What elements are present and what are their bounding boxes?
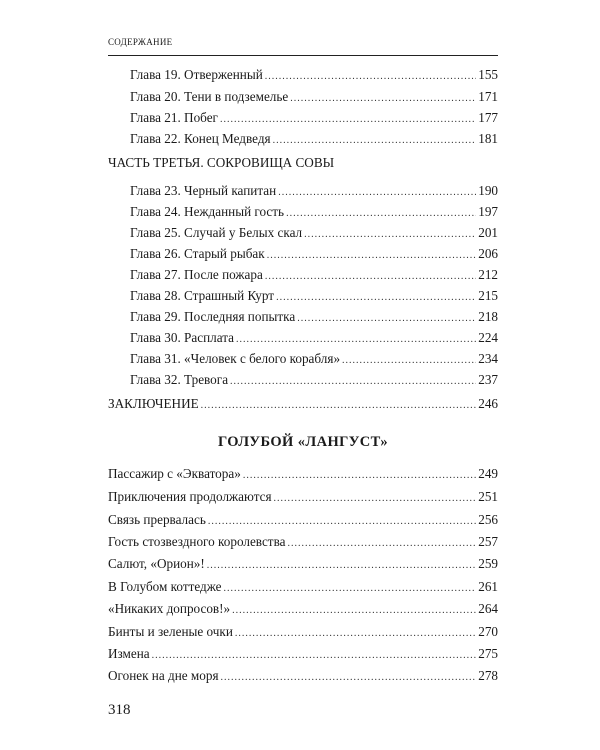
toc-entry — [130, 183, 498, 201]
toc-entry — [108, 489, 498, 507]
toc-entry — [130, 110, 498, 128]
toc-dot-leader — [243, 468, 476, 484]
toc-entry — [108, 579, 498, 597]
toc-entry-title: Связь прервалась — [108, 512, 206, 527]
toc-dot-leader — [224, 581, 477, 597]
toc-entry-title: Измена — [108, 646, 150, 661]
toc-entry-title: Глава 24. Нежданный гость — [130, 204, 285, 219]
toc-dot-leader — [208, 514, 476, 530]
toc-dot-leader — [278, 185, 476, 201]
toc-entry-title: Глава 20. Тени в подземелье — [130, 89, 289, 104]
toc-entry-title: Бинты и зеленые очки — [108, 624, 233, 639]
toc-entry-title: Глава 22. Конец Медведя — [130, 131, 271, 146]
toc-entry-title: Глава 29. Последняя попытка — [130, 309, 296, 324]
toc-entry-page: 212 — [478, 267, 498, 282]
toc-dot-leader — [265, 269, 476, 285]
toc-dot-leader — [267, 248, 477, 264]
toc-entry-page: 171 — [478, 89, 498, 104]
toc-entry — [108, 556, 498, 574]
toc-conclusion — [108, 396, 498, 414]
toc-entry-title: Глава 21. Побег — [130, 110, 218, 125]
toc-dot-leader — [232, 603, 476, 619]
toc-entry — [130, 67, 498, 85]
book-title: ГОЛУБОЙ «ЛАНГУСТ» — [217, 434, 389, 450]
toc-entry — [108, 646, 498, 664]
toc-entry-title: Глава 28. Страшный Курт — [130, 288, 275, 303]
toc-entry-page: 278 — [478, 668, 498, 683]
toc-entry-page: 257 — [478, 534, 498, 549]
toc-dot-leader — [207, 558, 476, 574]
toc-dot-leader — [274, 491, 477, 507]
toc-entry — [130, 225, 498, 243]
toc-dot-leader — [287, 536, 476, 552]
toc-entry — [130, 351, 498, 369]
toc-entry-page: 237 — [478, 372, 498, 387]
toc-entry — [108, 601, 498, 619]
toc-entry — [130, 267, 498, 285]
toc-entry-title: Глава 27. После пожара — [130, 267, 263, 282]
toc-entry-title: Глава 32. Тревога — [130, 372, 229, 387]
toc-dot-leader — [304, 227, 476, 243]
toc-entry — [130, 131, 498, 149]
part-three-heading: ЧАСТЬ ТРЕТЬЯ. СОКРОВИЩА СОВЫ — [108, 155, 335, 170]
toc-entry — [108, 534, 498, 552]
toc-entry-title: Пассажир с «Экватора» — [108, 466, 241, 481]
toc-entry — [130, 89, 498, 107]
toc-dot-leader — [201, 398, 477, 414]
toc-dot-leader — [236, 332, 476, 348]
toc-dot-leader — [273, 133, 477, 149]
toc-entry-title: Глава 19. Отверженный — [130, 67, 263, 82]
toc-entry-title: Огонек на дне моря — [108, 668, 219, 683]
toc-dot-leader — [342, 353, 476, 369]
toc-entry-page: 201 — [478, 225, 498, 240]
toc-entry — [108, 624, 498, 642]
toc-entry-page: 270 — [478, 624, 498, 639]
toc-entry-title: Глава 30. Расплата — [130, 330, 235, 345]
toc-entry-page: 251 — [478, 489, 498, 504]
toc-dot-leader — [276, 290, 476, 306]
toc-entry-page: 256 — [478, 512, 498, 527]
toc-dot-leader — [230, 374, 476, 390]
toc-entry-page: 177 — [478, 110, 498, 125]
toc-entry — [130, 330, 498, 348]
toc-entry-page: 246 — [478, 396, 498, 411]
toc-dot-leader — [220, 112, 476, 128]
toc-entry-page: 264 — [478, 601, 498, 616]
toc-entry-page: 190 — [478, 183, 498, 198]
toc-entry-title: Глава 26. Старый рыбак — [130, 246, 265, 261]
toc-entry-title: Глава 25. Случай у Белых скал — [130, 225, 303, 240]
toc-entry-title: «Никаких допросов!» — [108, 601, 231, 616]
toc-dot-leader — [286, 206, 476, 222]
toc-dot-leader — [297, 311, 476, 327]
toc-entry — [130, 204, 498, 222]
toc-entry — [130, 372, 498, 390]
toc-entry-title: Глава 31. «Человек с белого корабля» — [130, 351, 341, 366]
toc-entry — [130, 309, 498, 327]
toc-entry-page: 197 — [478, 204, 498, 219]
toc-entry-page: 155 — [478, 67, 498, 82]
toc-entry — [108, 668, 498, 686]
running-head-rule — [108, 55, 498, 56]
toc-dot-leader — [265, 69, 476, 85]
toc-entry — [130, 288, 498, 306]
toc-dot-leader — [152, 648, 477, 664]
toc-dot-leader — [235, 626, 476, 642]
page-number: 318 — [108, 702, 131, 718]
toc-entry-page: 259 — [478, 556, 498, 571]
toc-entry-title: Гость стозвездного королевства — [108, 534, 286, 549]
toc-entry-title: ЗАКЛЮЧЕНИЕ — [108, 396, 199, 411]
toc-dot-leader — [290, 91, 476, 107]
running-head: содержание — [108, 34, 173, 48]
toc-entry-page: 261 — [478, 579, 498, 594]
toc-entry-page: 206 — [478, 246, 498, 261]
toc-dot-leader — [221, 670, 477, 686]
toc-entry — [130, 246, 498, 264]
toc-entry-page: 224 — [478, 330, 498, 345]
toc-entry-title: В Голубом коттедже — [108, 579, 222, 594]
toc-entry-title: Глава 23. Черный капитан — [130, 183, 277, 198]
toc-entry-page: 249 — [478, 466, 498, 481]
toc-entry-page: 218 — [478, 309, 498, 324]
toc-entry — [108, 466, 498, 484]
toc-entry-page: 234 — [478, 351, 498, 366]
toc-entry-page: 181 — [478, 131, 498, 146]
toc-entry-page: 215 — [478, 288, 498, 303]
toc-entry-title: Приключения продолжаются — [108, 489, 272, 504]
toc-entry-page: 275 — [478, 646, 498, 661]
toc-entry-title: Салют, «Орион»! — [108, 556, 205, 571]
toc-entry — [108, 512, 498, 530]
